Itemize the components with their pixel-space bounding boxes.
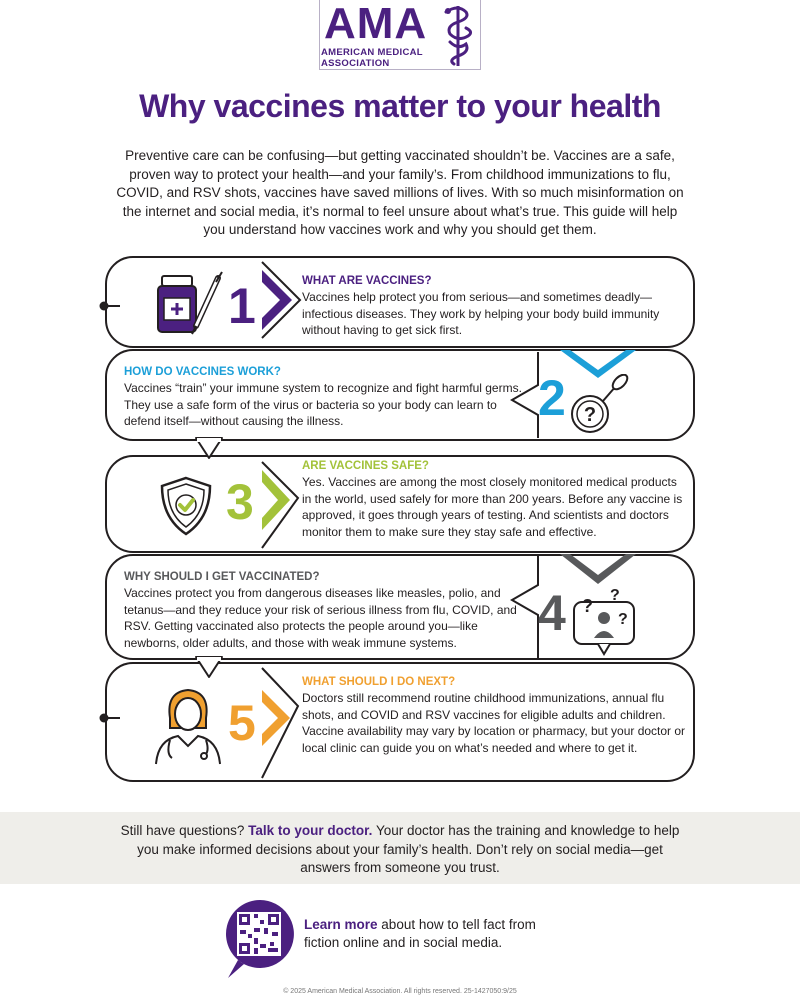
learn-more-rest: about how to tell fact from fiction online and in social media.	[304, 917, 536, 950]
copyright-notice: © 2025 American Medical Association. All rights reserved. 25-1427050:9/25	[283, 988, 517, 995]
section-number-3: 3	[226, 474, 254, 530]
band-rest: Your doctor has the training and knowledge to help you make informed decisions about your family’s health. Don’t rely on social media—get answers from someone you trust.	[137, 823, 680, 875]
section-number-5: 5	[228, 695, 256, 751]
svg-text:?: ?	[610, 587, 620, 604]
talk-to-doctor-text	[120, 822, 680, 878]
person-questions-icon	[570, 580, 640, 658]
section-title-3: ARE VACCINES SAFE?	[302, 460, 429, 472]
svg-text:?: ?	[582, 596, 593, 616]
band-highlight: Talk to your doctor.	[248, 823, 373, 838]
qr-code-bubble[interactable]	[224, 898, 296, 982]
section-body-5: Doctors still recommend routine childhood immunizations, annual flu shots, and COVID and RSV vaccines for eligible adults and children. Vaccine availability may vary by location or pharmacy, but your doctor or local clinic can guide you on what’s needed and where to get it.	[302, 691, 686, 755]
logo-wordmark: AMA	[324, 0, 428, 48]
section-title-5: WHAT SHOULD I DO NEXT?	[302, 676, 456, 688]
logo-subtitle-line2: ASSOCIATION	[321, 58, 390, 69]
section-body-3: Yes. Vaccines are among the most closely monitored medical products in the world, used safely for more than 200 years. Before any vaccine is approved, it goes through years of testing. And scientists and doctors monitor them to make sure they stay safe and effective.	[302, 475, 683, 539]
logo-subtitle-line1: AMERICAN MEDICAL	[321, 47, 423, 58]
section-body-1: Vaccines help protect you from serious—and sometimes deadly—infectious diseases. They work by helping your body build immunity without having to get sick first.	[302, 290, 660, 337]
band-lead: Still have questions?	[120, 823, 245, 838]
section-number-2: 2	[538, 370, 566, 426]
shield-check-icon	[156, 474, 216, 538]
doctor-icon	[150, 684, 226, 766]
learn-more-text	[304, 916, 564, 952]
section-title-4: WHY SHOULD I GET VACCINATED?	[124, 571, 320, 583]
learn-more-link[interactable]: Learn more	[304, 917, 378, 932]
magnifier-question-icon	[568, 374, 634, 440]
svg-text:?: ?	[583, 404, 597, 426]
svg-text:?: ?	[618, 611, 628, 628]
section-body-4: Vaccines protect you from dangerous diseases like measles, polio, and tetanus—and they reduce your risk of serious illness from flu, COVID, and RSV. Getting vaccinated also protects the people around you—like newborns, older adults, and those with weak immune systems.	[124, 586, 517, 650]
section-title-2: HOW DO VACCINES WORK?	[124, 366, 281, 378]
section-title-1: WHAT ARE VACCINES?	[302, 275, 432, 287]
intro-paragraph: Preventive care can be confusing—but getting vaccinated shouldn’t be. Vaccines are a safe, proven way to protect your health—and your family’s. From childhood immunizations to flu, COVID, and RSV shots, vaccines have saved millions of lives. With so much misinformation on the internet and social media, it’s normal to feel unsure about what’s true. This guide will help you understand how vaccines work and why you should get them.	[116, 148, 684, 238]
section-number-4: 4	[538, 585, 566, 641]
vaccine-vial-syringe-icon	[152, 268, 226, 340]
page-title: Why vaccines matter to your health	[139, 88, 661, 124]
section-number-1: 1	[228, 278, 256, 334]
section-body-2: Vaccines “train” your immune system to recognize and fight harmful germs. They use a safe form of the virus or bacteria so your body can learn to defend itself—without causing the illness.	[124, 381, 522, 428]
